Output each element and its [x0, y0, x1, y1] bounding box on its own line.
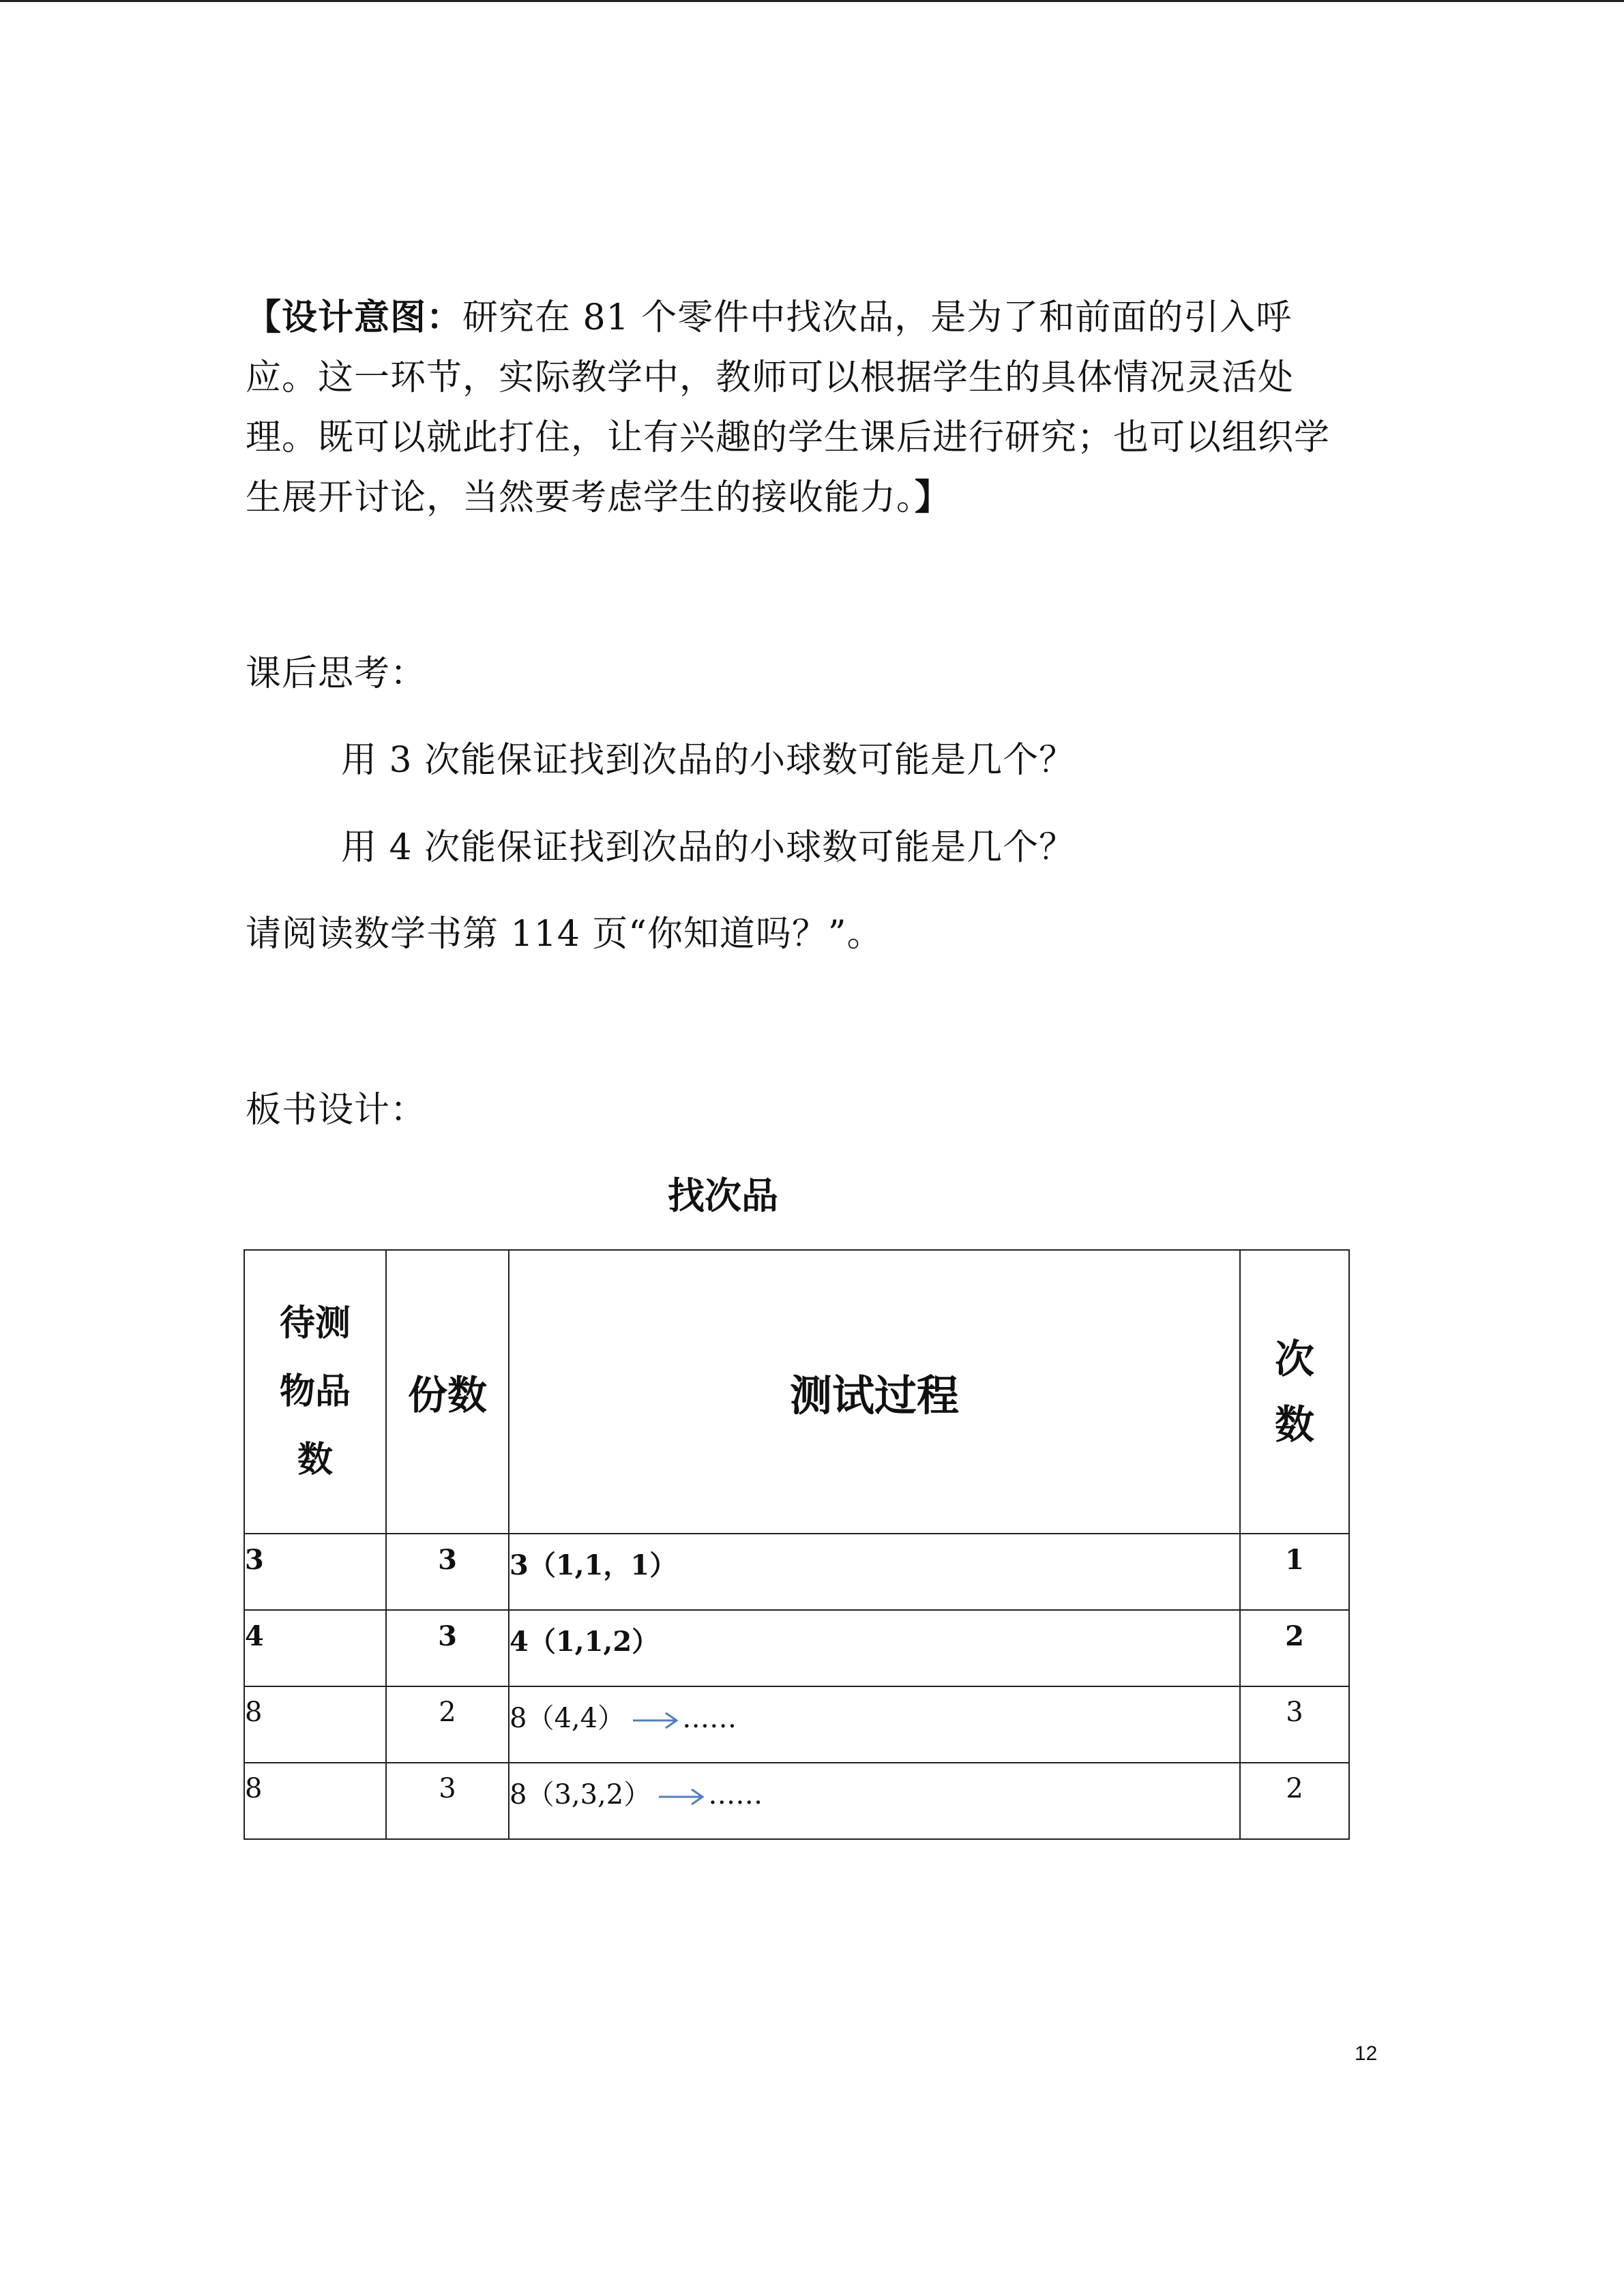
header-items-line-3: 数 [297, 1440, 333, 1480]
after-class-heading: 课后思考： [246, 653, 427, 694]
cell-parts: 3 [386, 1763, 509, 1839]
cell-times: 2 [1240, 1610, 1349, 1686]
after-class-question-2: 用 4 次能保证找到次品的小球数可能是几个？ [341, 827, 1076, 868]
table-row [244, 1763, 1349, 1839]
table-row [244, 1610, 1349, 1686]
page-top-border [0, 0, 1624, 2]
board-design-heading: 板书设计： [246, 1090, 427, 1131]
header-items-line-2: 物品 [279, 1371, 351, 1412]
cell-parts: 3 [386, 1534, 509, 1610]
cell-process [509, 1686, 1240, 1763]
page-number: 12 [1355, 2042, 1378, 2065]
table-row [244, 1534, 1349, 1610]
cell-process [509, 1763, 1240, 1839]
right-arrow-icon [658, 1787, 705, 1807]
board-title: 找次品 [668, 1174, 778, 1217]
header-times-line-1: 次 [1274, 1336, 1314, 1382]
board-table-header-row [244, 1250, 1349, 1534]
table-row [244, 1686, 1349, 1763]
cell-items: 4 [244, 1610, 386, 1686]
cell-items: 3 [244, 1534, 386, 1610]
cell-items: 8 [244, 1686, 386, 1763]
header-items-line-1: 待测 [279, 1303, 351, 1344]
cell-process-ellipsis: …… [682, 1703, 737, 1734]
design-intent-text: 研究在 81 个零件中找次品，是为了和前面的引入呼应。这一环节，实际教学中，教师可以根据学生的具体情况灵活处理。既可以就此打住，让有兴趣的学生课后进行研究；也可以组织学生展开讨论，当然要考虑学生的接收能力。 [246, 297, 1331, 518]
header-items-to-test [244, 1250, 386, 1534]
cell-process-ellipsis: …… [708, 1779, 763, 1810]
cell-items: 8 [244, 1763, 386, 1839]
header-times-line-2: 数 [1274, 1401, 1314, 1448]
after-class-question-1: 用 3 次能保证找到次品的小球数可能是几个？ [341, 740, 1076, 781]
right-arrow-icon [632, 1710, 679, 1731]
cell-parts: 3 [386, 1610, 509, 1686]
cell-times: 1 [1240, 1534, 1349, 1610]
header-test-process: 测试过程 [509, 1250, 1240, 1534]
cell-process: 3（1,1，1） [509, 1534, 1240, 1610]
cell-process-text: 8（4,4） [510, 1703, 625, 1734]
header-times [1240, 1250, 1349, 1534]
design-intent-paragraph [246, 288, 1364, 528]
design-intent-label: 【设计意图： [246, 297, 463, 338]
cell-process-text: 8（3,3,2） [510, 1779, 651, 1810]
header-parts: 份数 [386, 1250, 509, 1534]
cell-times: 2 [1240, 1763, 1349, 1839]
cell-parts: 2 [386, 1686, 509, 1763]
board-table [243, 1249, 1350, 1840]
design-intent-close-bracket: 】 [915, 477, 951, 518]
cell-process: 4（1,1,2） [509, 1610, 1240, 1686]
reading-instruction: 请阅读数学书第 114 页“你知道吗？”。 [246, 914, 883, 955]
cell-times: 3 [1240, 1686, 1349, 1763]
